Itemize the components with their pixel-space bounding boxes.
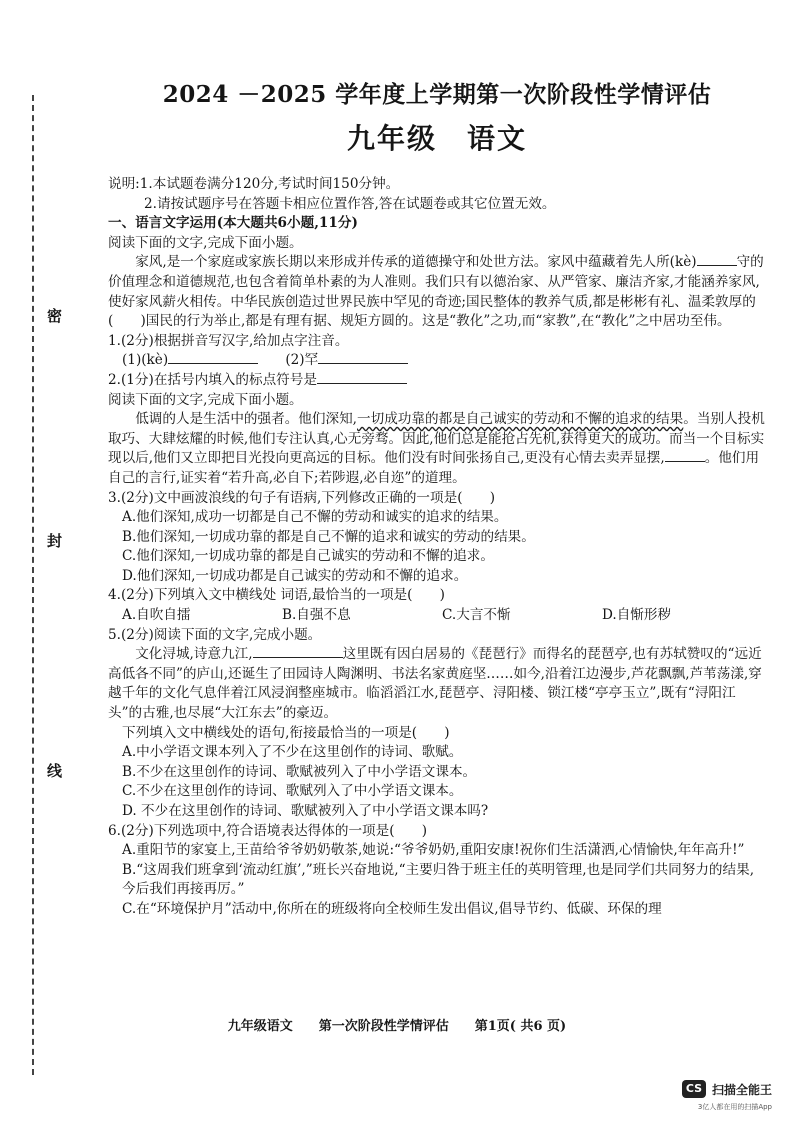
question-4-option-b: B.自强不息 — [282, 607, 351, 624]
answer-blank — [253, 645, 343, 658]
binding-char-feng: 封 — [47, 532, 63, 550]
binding-line — [32, 95, 34, 1075]
passage-2: 低调的人是生活中的强者。他们深知,一切成功靠的都是自己诚实的劳动和不懈的追求的结果。当别人投机取巧、大肆炫耀的时候,他们专注认真,心无旁骛。因此,他们总是能抢占先机,获得更大的成功。而当一个目标实现以后,他们又立即把目光投向更高远的目标。他们没有时间张扬自己,更没有心情去卖弄显摆, 。他们用自己的言行,证实着“若升高,必自下;若陟遐,必自迩”的道理。 — [108, 411, 765, 486]
question-3-option-b: B.他们深知,一切成功靠的都是自己不懈的追求和诚实的劳动的结果。 — [122, 528, 535, 545]
question-1: 1.(2分)根据拼音写汉字,给加点字注音。 — [108, 332, 349, 349]
section-heading: 一、语言文字运用(本大题共6小题,11分) — [108, 215, 358, 232]
question-3-option-d: D.他们深知,一切成功都是自己诚实的劳动和不懈的追求。 — [122, 567, 468, 584]
question-3-option-a: A.他们深知,成功一切都是自己不懈的劳动和诚实的追求的结果。 — [122, 509, 508, 526]
camscanner-logo-icon: CS — [682, 1080, 706, 1098]
exam-page — [108, 70, 766, 920]
question-4: 4.(2分)下列填入文中横线处 词语,最恰当的一项是( ) — [108, 587, 445, 604]
watermark-name: 扫描全能王 — [711, 1082, 772, 1097]
question-3-option-c: C.他们深知,一切成功靠的都是自己诚实的劳动和不懈的追求。 — [122, 548, 494, 565]
exam-subtitle: 九年级 语文 — [346, 122, 527, 155]
answer-blank — [318, 351, 408, 364]
wavy-underlined-sentence: 一切成功靠的都是自己诚实的劳动和不懈的追求的结果 — [357, 411, 684, 428]
answer-blank — [317, 371, 407, 384]
scanner-watermark — [682, 1080, 772, 1098]
exam-title: 2024 －2025 学年度上学期第一次阶段性学情评估 — [162, 81, 712, 108]
binding-char-mi: 密 — [47, 307, 63, 325]
question-6: 6.(2分)下列选项中,符合语境表达得体的一项是( ) — [108, 822, 428, 839]
question-6-option-a: A.重阳节的家宴上,王苗给爷爷奶奶敬茶,她说:“爷爷奶奶,重阳安康!祝你们生活潇洒,心情愉快,年年高升!” — [122, 842, 745, 859]
question-6-option-b: B.“这周我们班拿到‘流动红旗’,”班长兴奋地说,“主要归咎于班主任的英明管理,也是同学们共同努力的结果,今后我们再接再厉。” — [122, 861, 755, 898]
note-2: 2.请按试题序号在答题卡相应位置作答,答在试题卷或其它位置无效。 — [144, 195, 556, 212]
question-5-option-c: C.不少在这里创作的诗词、歌赋列入了中小学语文课本。 — [122, 783, 463, 800]
question-5-stem: 下列填入文中横线处的语句,衔接最恰当的一项是( ) — [122, 724, 450, 741]
read-instruction-2: 阅读下面的文字,完成下面小题。 — [108, 391, 303, 408]
watermark-subtitle: 3亿人都在用的扫描App — [697, 1103, 772, 1111]
read-instruction-1: 阅读下面的文字,完成下面小题。 — [108, 234, 303, 251]
question-3: 3.(2分)文中画波浪线的句子有语病,下列修改正确的一项是( ) — [108, 489, 495, 506]
page-footer: 九年级语文 第一次阶段性学情评估 第1页( 共6 页) — [227, 1019, 567, 1034]
binding-char-xian: 线 — [47, 762, 63, 780]
question-4-options — [108, 606, 766, 626]
question-6-option-c: C.在“环境保护月”活动中,你所在的班级将向全校师生发出倡议,倡导节约、低碳、环保的理 — [122, 900, 662, 917]
question-5: 5.(2分)阅读下面的文字,完成小题。 — [108, 626, 322, 643]
question-1-parts: (1)(kè) (2)罕 — [108, 351, 766, 371]
question-4-option-a: A.自吹自擂 — [122, 607, 191, 624]
question-5-option-b: B.不少在这里创作的诗词、歌赋被列入了中小学语文课本。 — [122, 763, 477, 780]
question-5-option-a: A.中小学语文课本列入了不少在这里创作的诗词、歌赋。 — [122, 744, 463, 761]
question-5-option-d: D. 不少在这里创作的诗词、歌赋被列入了中小学语文课本吗? — [122, 803, 489, 819]
question-4-option-c: C.大言不惭 — [442, 607, 511, 624]
question-4-option-d: D.自惭形秽 — [602, 607, 672, 624]
answer-blank — [168, 351, 258, 364]
passage-1: 家风,是一个家庭或家族长期以来形成并传承的道德操守和处世方法。家风中蕴藏着先人所(kè) 守的价值理念和道德规范,也包含着简单朴素的为人准则。我们只有以德治家、从严管家、廉洁齐家,才能涵养家风,使好家风薪火相传。中华民族创造过世界民族中罕见的奇迹;国民整体的教养气质,都是彬彬有礼、温柔敦厚的( )国民的行为举止,都是有理有据、规矩方圆的。这是“教化”之功,而“家教”,在“教化”之中居功至伟。 — [108, 254, 764, 330]
note-1: 说明:1.本试题卷满分120分,考试时间150分钟。 — [108, 176, 400, 192]
passage-5: 文化浔城,诗意九江, 这里既有因白居易的《琵琶行》而得名的琵琶亭,也有苏轼赞叹的“远近高低各不同”的庐山,还诞生了田园诗人陶渊明、书法名家黄庭坚……如今,沿着江边漫步,芦花飘飘,芦苇荡漾,穿越千年的文化气息伴着江风浸润整座城市。临滔滔江水,琵琶亭、浔阳楼、锁江楼“亭亭玉立”,既有“浔阳江头”的古雅,也尽展“大江东去”的豪迈。 — [108, 646, 762, 722]
answer-blank — [697, 253, 737, 266]
question-2: 2.(1分)在括号内填入的标点符号是 — [108, 371, 766, 391]
answer-blank — [665, 449, 705, 462]
